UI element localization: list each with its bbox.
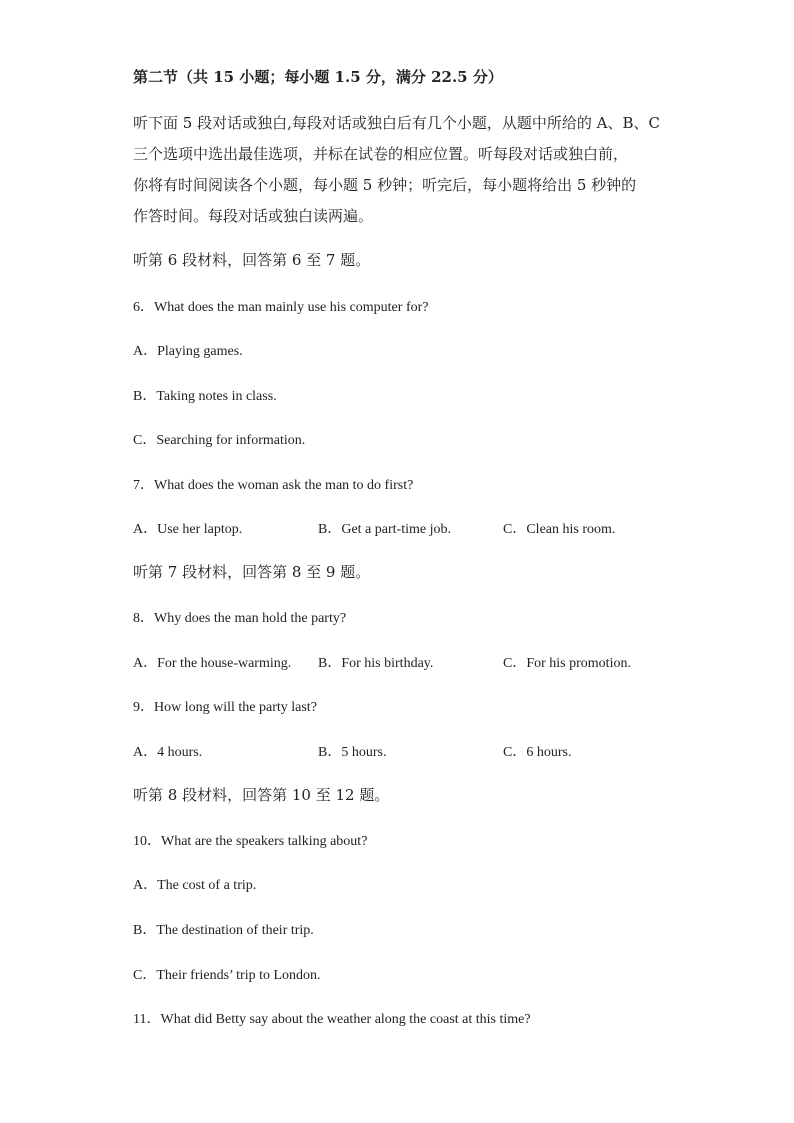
- question-11: 11．What did Betty say about the weather along the coast at this time?: [133, 1012, 531, 1027]
- question-6: 6．What does the man mainly use his computer for?: [133, 300, 429, 315]
- q6-option-a: A．Playing games.: [133, 344, 243, 359]
- q9-option-a: A．4 hours.: [133, 745, 203, 760]
- material-7-heading: 听第 7 段材料，回答第 8 至 9 题。: [133, 563, 371, 581]
- q8-option-c: C．For his promotion.: [503, 656, 631, 671]
- q7-option-c: C．Clean his room.: [503, 522, 616, 537]
- q7-option-a: A．Use her laptop.: [133, 522, 243, 537]
- q10-option-a: A．The cost of a trip.: [133, 878, 257, 893]
- instruction-line-3: 你将有时间阅读各个小题，每小题 5 秒钟；听完后，每小题将给出 5 秒钟的: [133, 176, 637, 194]
- q10-option-c: C．Their friends’ trip to London.: [133, 968, 321, 983]
- question-7: 7．What does the woman ask the man to do first?: [133, 478, 414, 493]
- q6-option-c: C．Searching for information.: [133, 433, 306, 448]
- question-8: 8．Why does the man hold the party?: [133, 611, 347, 626]
- instruction-line-4: 作答时间。每段对话或独白读两遍。: [133, 207, 374, 225]
- q7-option-b: B．Get a part-time job.: [318, 522, 451, 537]
- q10-option-b: B．The destination of their trip.: [133, 923, 314, 938]
- question-9: 9．How long will the party last?: [133, 700, 317, 715]
- q6-option-b: B．Taking notes in class.: [133, 389, 277, 404]
- instruction-line-2: 三个选项中选出最佳选项，并标在试卷的相应位置。听每段对话或独白前，: [133, 145, 629, 163]
- instruction-line-1: 听下面 5 段对话或独白,每段对话或独白后有几个小题，从题中所给的 A、B、C: [133, 114, 660, 132]
- q8-option-a: A．For the house-warming.: [133, 656, 292, 671]
- material-8-heading: 听第 8 段材料，回答第 10 至 12 题。: [133, 786, 390, 804]
- q9-option-b: B．5 hours.: [318, 745, 387, 760]
- section-header: 第二节（共 15 小题；每小题 1.5 分，满分 22.5 分）: [133, 68, 503, 86]
- q9-option-c: C．6 hours.: [503, 745, 572, 760]
- material-6-heading: 听第 6 段材料，回答第 6 至 7 题。: [133, 251, 371, 269]
- question-10: 10．What are the speakers talking about?: [133, 834, 368, 849]
- q8-option-b: B．For his birthday.: [318, 656, 434, 671]
